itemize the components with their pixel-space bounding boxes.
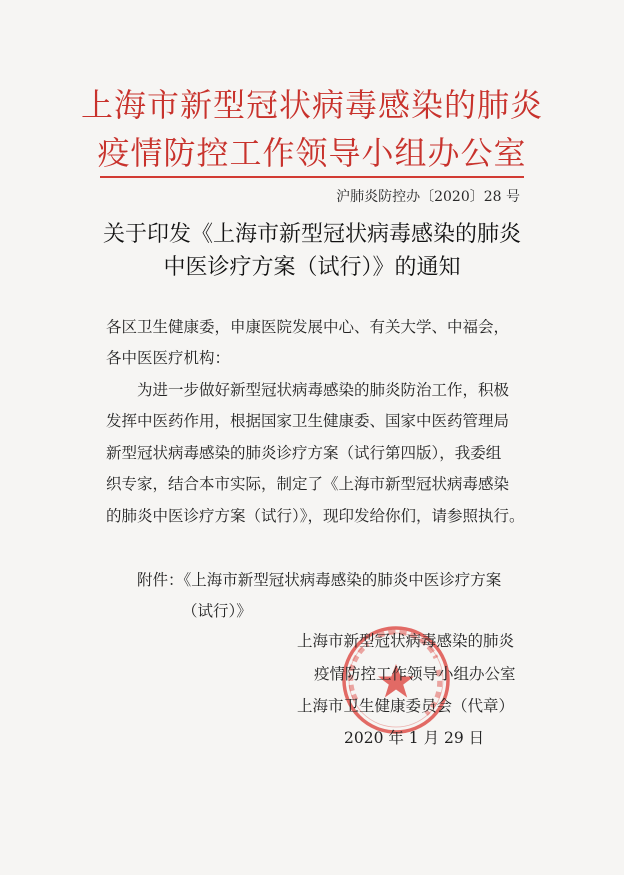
signature-line1: 上海市新型冠状病毒感染的肺炎 xyxy=(297,632,515,650)
body-paragraph-line5: 的肺炎中医诊疗方案（试行）》，现印发给你们，请参照执行。 xyxy=(106,507,525,525)
issuing-agency-line1: 上海市新型冠状病毒感染的肺炎 xyxy=(80,86,543,124)
body-paragraph-line4: 织专家，结合本市实际，制定了《上海市新型冠状病毒感染 xyxy=(106,475,510,493)
document-number: 沪肺炎防控办〔2020〕28 号 xyxy=(336,189,520,205)
body-paragraph-line3: 新型冠状病毒感染的肺炎诊疗方案（试行第四版），我委组 xyxy=(106,444,502,462)
red-separator-line xyxy=(100,176,524,178)
signature-line2: 疫情防控工作领导小组办公室 xyxy=(314,665,516,683)
attachment-line2: （试行）》 xyxy=(182,602,252,620)
document-title-line2: 中医诊疗方案（试行）》的通知 xyxy=(163,255,461,280)
issuing-agency-line2: 疫情防控工作领导小组办公室 xyxy=(97,134,527,172)
signature-date: 2020 年 1 月 29 日 xyxy=(344,729,485,747)
body-paragraph-line1: 为进一步做好新型冠状病毒感染的肺炎防治工作，积极 xyxy=(137,381,510,399)
addressee-line2: 各中医医疗机构： xyxy=(106,349,231,367)
body-paragraph-line2: 发挥中医药作用，根据国家卫生健康委、国家中医药管理局 xyxy=(106,412,510,430)
signature-line3: 上海市卫生健康委员会（代章） xyxy=(297,697,515,715)
addressee-line1: 各区卫生健康委，申康医院发展中心、有关大学、中福会， xyxy=(106,318,510,336)
attachment-line1: 附件：《上海市新型冠状病毒感染的肺炎中医诊疗方案 xyxy=(137,571,502,589)
document-title-line1: 关于印发《上海市新型冠状病毒感染的肺炎 xyxy=(102,222,521,247)
